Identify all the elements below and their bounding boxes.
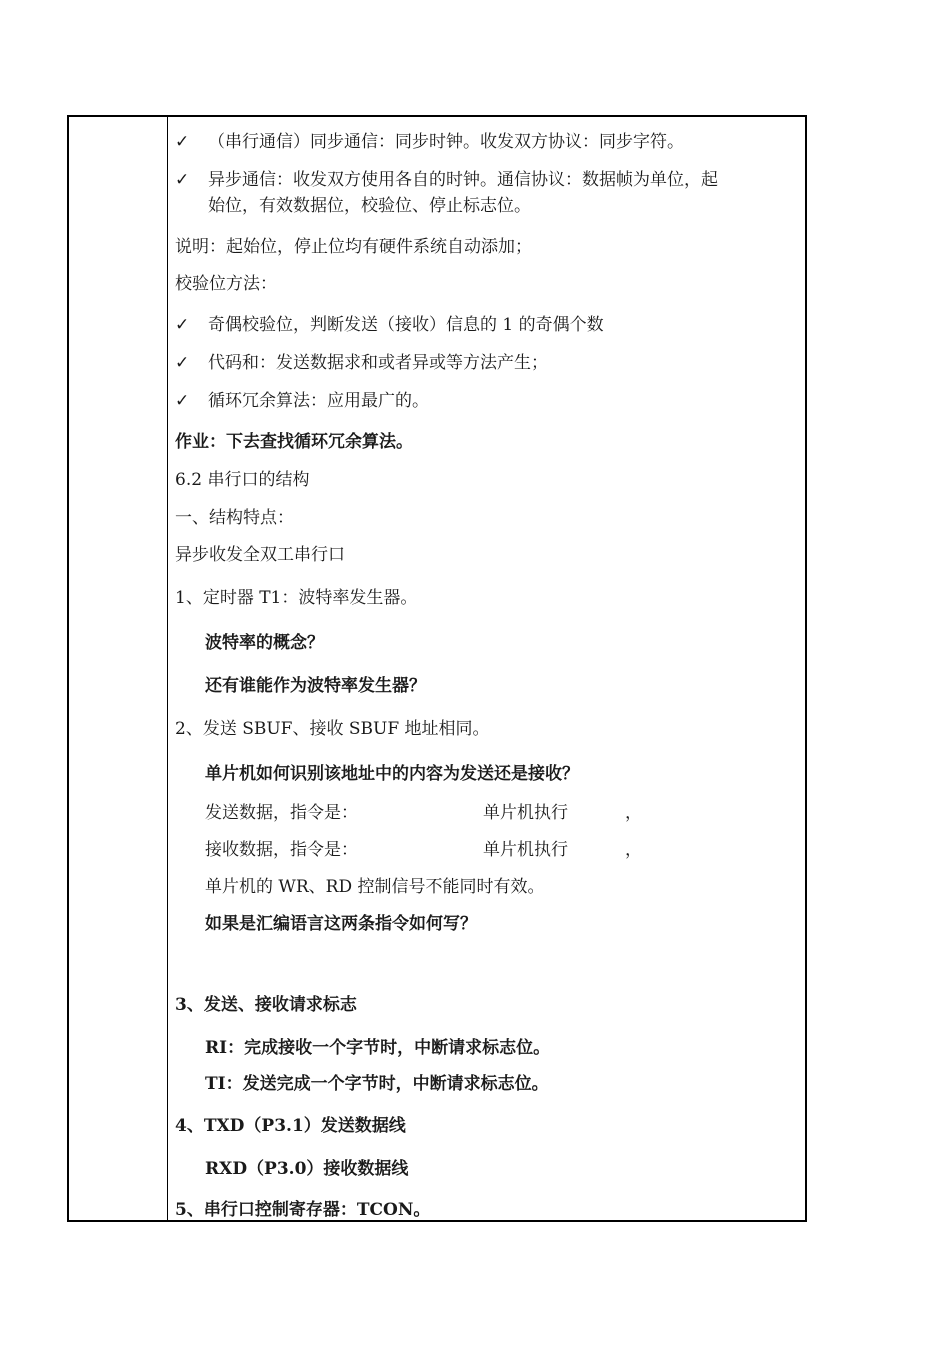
rxd-text: RXD（P3.0）接收数据线 [205,1159,409,1179]
receive-instruction-label: 接收数据，指令是： [205,840,358,860]
ri-flag-text: RI：完成接收一个字节时，中断请求标志位。 [205,1038,551,1058]
checksum-text: 代码和：发送数据求和或者异或等方法产生； [208,353,548,373]
parity-check-text: 奇偶校验位，判断发送（接收）信息的 1 的奇偶个数 [208,315,604,335]
send-comma: ， [625,803,642,823]
check-icon: ✓ [175,170,190,190]
async-comm-text-line2: 始位，有效数据位，校验位、停止标志位。 [208,196,531,216]
point-2: 2、发送 SBUF、接收 SBUF 地址相同。 [175,719,490,739]
check-icon: ✓ [175,132,190,152]
parity-methods-heading: 校验位方法： [175,274,277,294]
question-1: 波特率的概念？ [205,633,324,653]
description-text: 异步收发全双工串行口 [175,545,345,565]
wr-rd-text: 单片机的 WR、RD 控制信号不能同时有效。 [205,877,545,897]
point-1: 1、定时器 T1：波特率发生器。 [175,588,418,608]
send-exec-label: 单片机执行 [483,803,568,823]
check-icon: ✓ [175,315,190,335]
homework-text: 作业：下去查找循环冗余算法。 [175,432,413,452]
send-instruction-label: 发送数据，指令是： [205,803,358,823]
question-3: 单片机如何识别该地址中的内容为发送还是接收？ [205,764,579,784]
receive-comma: ， [625,840,642,860]
note-text: 说明：起始位，停止位均有硬件系统自动添加； [175,237,532,257]
section-heading: 6.2 串行口的结构 [175,470,310,490]
crc-text: 循环冗余算法：应用最广的。 [208,391,429,411]
point-5: 5、串行口控制寄存器：TCON。 [175,1200,431,1220]
point-3: 3、发送、接收请求标志 [175,995,357,1015]
point-4: 4、TXD（P3.1）发送数据线 [175,1116,406,1136]
sync-comm-text: （串行通信）同步通信：同步时钟。收发双方协议：同步字符。 [208,132,684,152]
check-icon: ✓ [175,353,190,373]
question-2: 还有谁能作为波特率发生器？ [205,676,426,696]
question-4: 如果是汇编语言这两条指令如何写？ [205,914,477,934]
ti-flag-text: TI：发送完成一个字节时，中断请求标志位。 [205,1074,549,1094]
async-comm-text-line1: 异步通信：收发双方使用各自的时钟。通信协议：数据帧为单位，起 [208,170,718,190]
check-icon: ✓ [175,391,190,411]
column-divider [167,117,168,1220]
receive-exec-label: 单片机执行 [483,840,568,860]
subsection-heading: 一、结构特点： [175,508,294,528]
